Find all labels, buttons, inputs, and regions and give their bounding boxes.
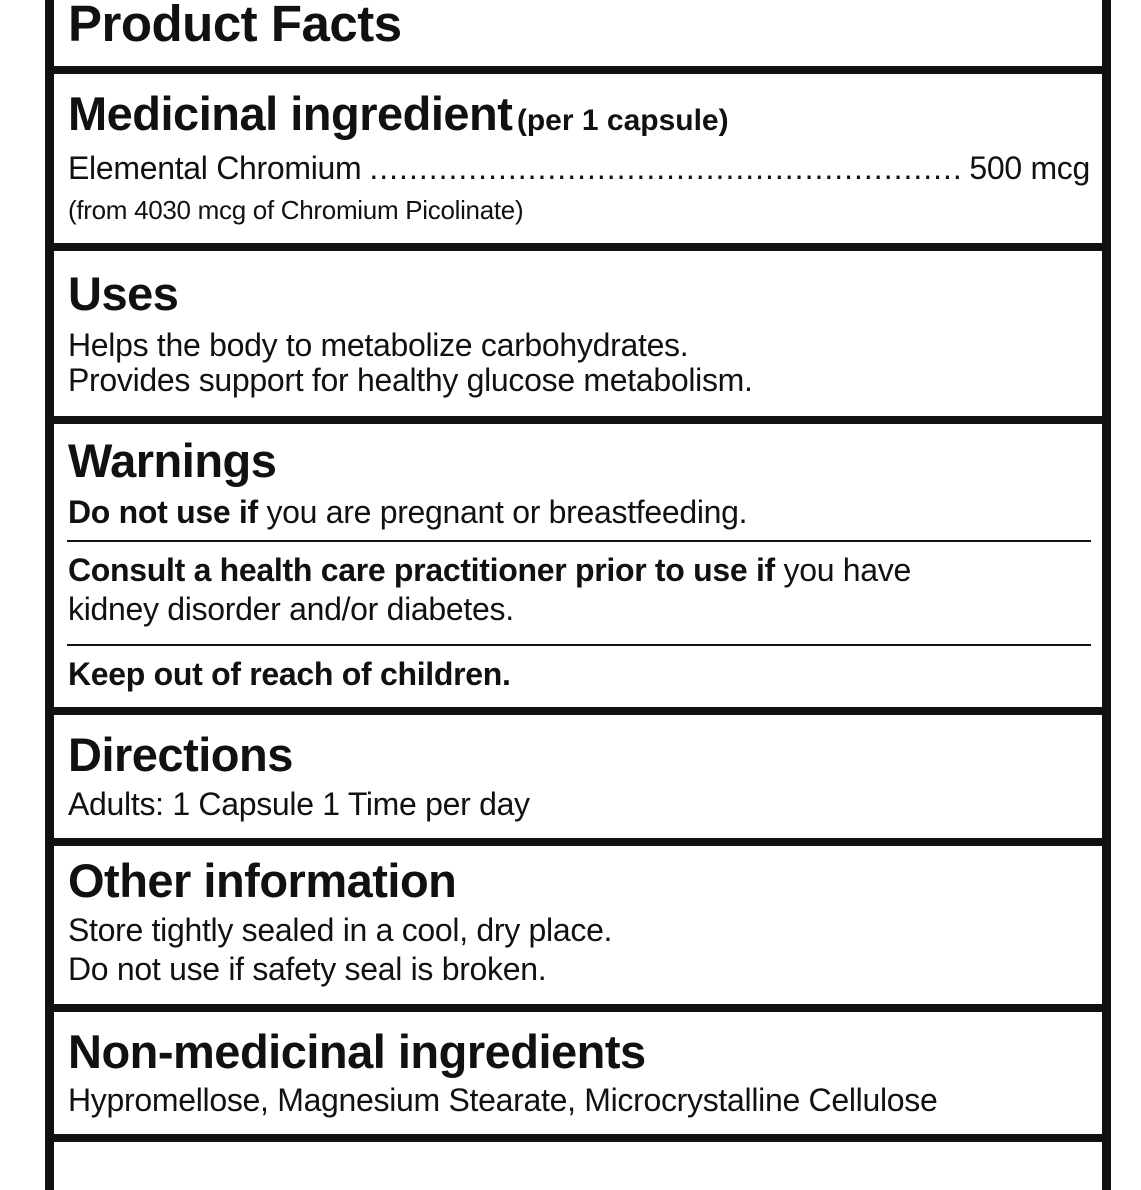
directions-heading: Directions <box>68 728 293 781</box>
uses-line: Provides support for healthy glucose metabolism. <box>68 362 753 398</box>
warning-text-line: kidney disorder and/or diabetes. <box>68 591 514 627</box>
uses-line: Helps the body to metabolize carbohydrates. <box>68 327 689 363</box>
medicinal-ingredient-heading: Medicinal ingredient <box>68 87 513 140</box>
warning-bold-text: Do not use if <box>68 494 258 530</box>
medicinal-ingredient-header <box>68 86 729 141</box>
ingredient-row <box>68 150 1090 187</box>
warning-text: you are pregnant or breastfeeding. <box>257 494 748 530</box>
section-divider <box>45 416 1111 424</box>
ingredient-name: Elemental Chromium <box>68 150 362 186</box>
section-divider <box>45 707 1111 715</box>
ingredient-source: (from 4030 mcg of Chromium Picolinate) <box>68 195 524 225</box>
warning-bold-text: Consult a health care practitioner prior to use if <box>68 552 775 588</box>
medicinal-ingredient-subheading: (per 1 capsule) <box>516 104 729 137</box>
other-information-line: Store tightly sealed in a cool, dry place. <box>68 912 613 948</box>
warning-divider <box>67 644 1091 646</box>
non-medicinal-heading: Non-medicinal ingredients <box>68 1025 646 1078</box>
non-medicinal-ingredients-list: Hypromellose, Magnesium Stearate, Microcrystalline Cellulose <box>68 1082 938 1118</box>
section-divider <box>45 1004 1111 1012</box>
uses-heading: Uses <box>68 267 179 320</box>
section-divider <box>45 66 1111 74</box>
section-divider <box>45 243 1111 251</box>
other-information-line: Do not use if safety seal is broken. <box>68 951 547 987</box>
ingredient-amount: 500 mcg <box>969 150 1090 186</box>
warnings-heading: Warnings <box>68 434 277 487</box>
other-information-heading: Other information <box>68 854 457 907</box>
warning-item <box>68 552 911 589</box>
directions-text: Adults: 1 Capsule 1 Time per day <box>68 786 530 822</box>
dot-leader <box>369 150 961 187</box>
warning-divider <box>67 540 1091 542</box>
section-divider <box>45 838 1111 846</box>
product-facts-title: Product Facts <box>68 0 402 52</box>
warning-text: you have <box>774 552 911 588</box>
warning-item <box>68 494 747 531</box>
warning-bold-text: Keep out of reach of children. <box>68 656 511 692</box>
